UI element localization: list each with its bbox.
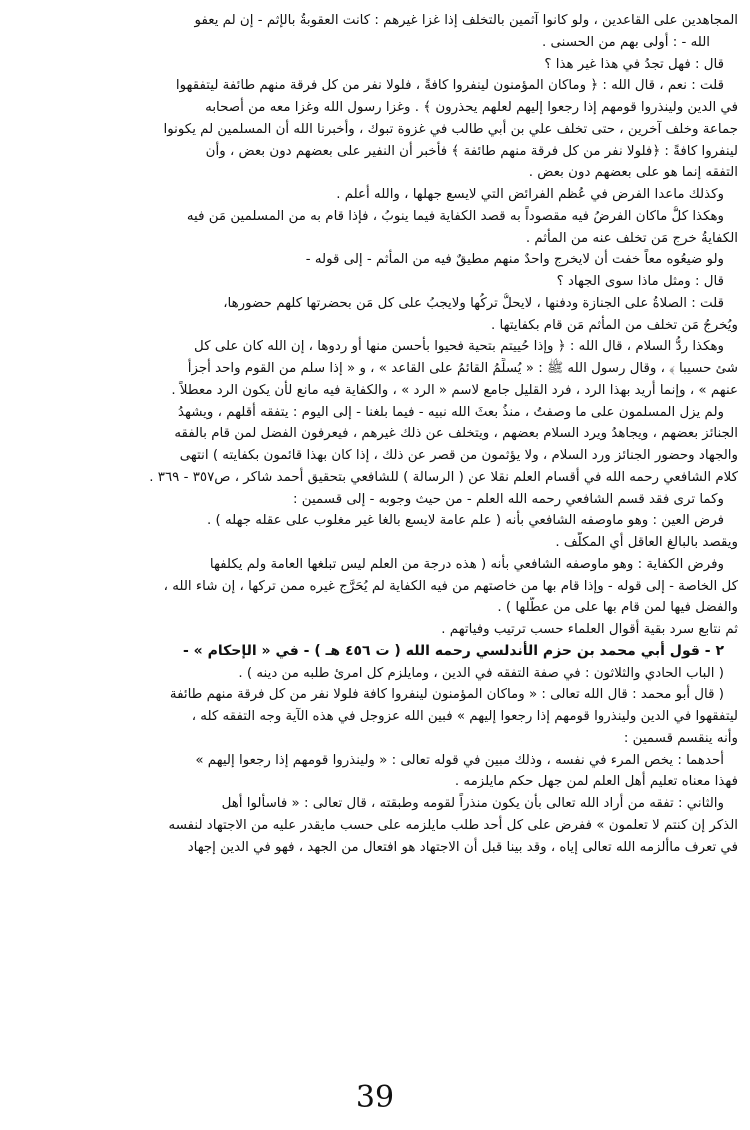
text-line: ولو ضيعُوه معاً خفت أن لايخرج واحدٌ منهم مطيقٌ فيه من المأثم - إلى قوله - (305, 252, 724, 268)
text-line: ( قال أبو محمد : قال الله تعالى : « وماكان المؤمنون لينفروا كافة فلولا نفر من كل فرقة منهم طائفة (169, 687, 724, 703)
text-line: فرض العين : وهو ماوصفه الشافعي بأنه ( علم عامة لايسع بالغا غير مغلوب على عقله جهله ) . (206, 513, 724, 529)
text-line: كلام الشافعي رحمه الله في أقسام العلم نقلا عن ( الرسالة ) للشافعي بتحقيق أحمد شاكر ، ص٣٥٧ - ٣٦٩ . (149, 469, 738, 485)
text-line: التفقه إنما هو على بعضهم دون بعض . (528, 165, 738, 181)
text-line: وكذلك ماعدا الفرض في عُظم الفرائض التي لايسع جهلها ، والله أعلم . (336, 187, 724, 202)
text-line: ويُخرجُ مَن تخلف من المأثم مَن قام بكفايتها . (491, 317, 738, 333)
text-line: ليتفقهوا في الدين ولينذروا قومهم إذا رجعوا إليهم » فبين الله عزوجل في هذه الآية وجه التفقه كله ، (191, 709, 738, 724)
text-line: وكما ترى فقد قسم الشافعي رحمه الله العلم - من حيث وجوبه - إلى قسمين : (293, 491, 724, 507)
text-line: وأنه ينقسم قسمين : (623, 730, 738, 746)
text-line: أحدهما : يخص المرء في نفسه ، وذلك مبين في قوله تعالى : « ولينذروا قومهم إذا رجعوا إليهم » (195, 752, 724, 768)
text-line: قال : فهل تجدُ في هذا غير هذا ؟ (544, 56, 724, 72)
document-body (14, 10, 738, 1020)
text-line: الكفايةُ خرج مَن تخلف عنه من المأثم . (525, 230, 738, 246)
text-line: جماعة وخلف آخرين ، حتى تخلف علي بن أبي طالب في غزوة تبوك ، وأخبرنا الله أن المسلمين لم يكونوا (163, 121, 738, 137)
text-line: والجهاد وحضور الجنائز ورد السلام ، ولا يؤثمون من قصر عن ذلك ، إذا كان بهذا قائمون بكفايته ) انتهى (179, 448, 738, 463)
text-line: لينفروا كافةً : ﴿فلولا نفر من كل فرقة منهم طائفة ﴾ فأخبر أن النفير على بعضهم دون بعض ، وأن (205, 143, 738, 159)
text-line: وهكذا كلُّ ماكان الفرضُ فيه مقصوداً به قصد الكفاية فيما ينوبُ ، فإذا قام به من المسلمين مَن فيه (186, 208, 724, 224)
text-line: عنهم » ، وإنما أُريد بهذا الرد ، فرد القليل جامع لاسم « الرد » ، والكفاية فيه مانع لأن يكون الرد معطلاً . (171, 382, 738, 398)
text-line: ثم نتابع سرد بقية أقوال العلماء حسب ترتيب وفياتهم . (441, 622, 738, 637)
text-line: الذكر إن كنتم لا تعلمون » ففرض على كل أحد طلب مايلزمه على حسب مايقدر عليه من الاجتهاد لنفسه (168, 817, 738, 833)
text-line: قال : ومثل ماذا سوى الجهاد ؟ (556, 274, 724, 289)
text-line: ولم يزل المسلمون على ما وصفتُ ، منذُ بعثَ الله نبيه - فيما بلغنا - إلى اليوم : يتفقه أقلهم ، ويشهدُ (178, 404, 724, 420)
text-line: الله - : أولى بهم من الحسنى . (541, 34, 710, 50)
text-line: شئ حسيبا ﴾ ، وقال رسول الله ﷺ : « يُسلِّمُ القائمُ على القاعد » ، و « إذا سلم من القوم واحد أجزأ (187, 361, 738, 376)
text-line: والفضل فيها لمن قام بها على من عطَّلها ) . (497, 600, 738, 616)
text-line: فهذا معناه تعليم أهل العلم لمن جهل حكم مايلزمه . (454, 774, 738, 790)
page-number: 39 (355, 1080, 395, 1115)
text-line: وفرض الكفاية : وهو ماوصفه الشافعي بأنه ( هذه درجة من العلم ليس تبلغها العامة ولم يكلفها (209, 556, 724, 572)
text-line: وهكذا ردُّ السلام ، قال الله : ﴿ وإذا حُييتم بتحية فحيوا بأحسن منها أو ردوها ، إن الله كان على كل (194, 339, 724, 355)
text-line: والثاني : تفقه من أراد الله تعالى بأن يكون منذراً لقومه وطبقته ، قال تعالى : « فاسألوا أهل (221, 796, 724, 811)
text-line: ( الباب الحادي والثلاثون : في صفة التفقه في الدين ، ومايلزم كل امرئ طلبه من دينه ) . (238, 665, 724, 681)
section-heading: ٢ - قول أبي محمد بن حزم الأندلسي رحمه الله ( ت ٤٥٦ هـ ) - في « الإحكام » - (182, 642, 724, 659)
text-line: كل الخاصة - إلى قوله - وإذا قام بها من خاصتهم من فيه الكفاية لم يُحَرَّج غيره ممن تركها ، إن شاء الله ، (163, 578, 738, 594)
text-line: ويقصد بالبالغ العاقل أي المكلّف . (555, 535, 738, 550)
text-line: في تعرف ماألزمه الله تعالى إياه ، وقد بينا قبل أن الاجتهاد هو افتعال من الجهد ، فهو في الدين إجهاد (187, 839, 738, 855)
text-line: قلت : الصلاةُ على الجنازة ودفنها ، لايحلُّ تركُها ولايجبُ على كل مَن بحضرتها كلهم حضورها، (223, 295, 724, 311)
text-line: الجنائز بعضهم ، ويجاهدُ ويرد السلام بعضهم ، ويتخلف عن ذلك غيرهم ، فيعرفون الفضل لمن قام بالفقه (174, 426, 738, 442)
text-line: قلت : نعم ، قال الله : ﴿ وماكان المؤمنون لينفروا كافةً ، فلولا نفر من كل فرقة منهم طائفة ليتفقهوا (175, 78, 724, 94)
text-line: المجاهدين على القاعدين ، ولو كانوا آثمين بالتخلف إذا غزا غيرهم : كانت العقوبةُ بالإثم - إن لم يعفو (194, 13, 738, 28)
text-line: في الدين ولينذروا قومهم إذا رجعوا إليهم لعلهم يحذرون ﴾ . وغزا رسول الله وغزا معه من أصحابه (205, 100, 738, 115)
